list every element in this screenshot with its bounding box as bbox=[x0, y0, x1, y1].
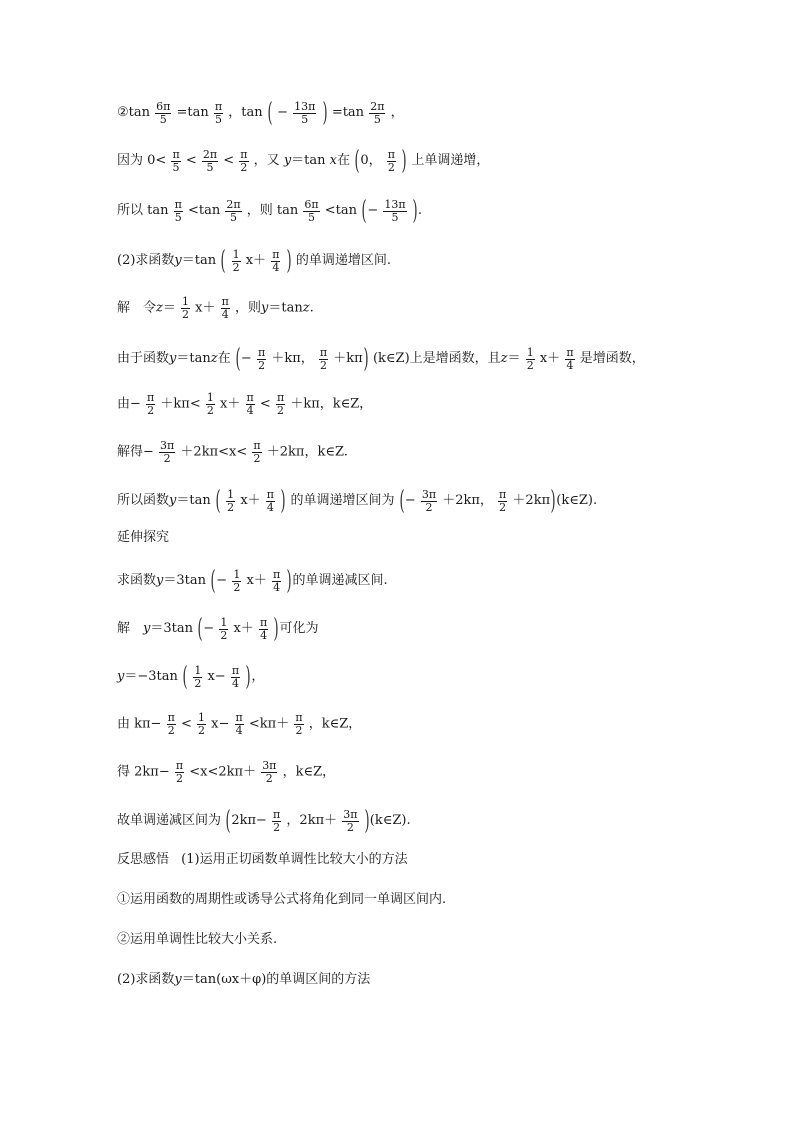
line-15 bbox=[117, 760, 335, 785]
math-text: ＝tan bbox=[268, 300, 303, 316]
text: ，tan bbox=[228, 105, 263, 120]
paren: ( bbox=[220, 246, 226, 276]
fraction bbox=[257, 347, 266, 372]
math-text: ＋kπ bbox=[333, 351, 363, 366]
line-4 bbox=[117, 248, 391, 274]
math-text: 2π bbox=[202, 147, 218, 161]
math-text: − bbox=[367, 203, 379, 218]
math-text: ＝3tan bbox=[163, 573, 206, 588]
math-text: 求函数 bbox=[117, 573, 157, 588]
math-text: π bbox=[253, 439, 261, 452]
math-text: 4 bbox=[566, 358, 574, 372]
fraction bbox=[239, 149, 248, 174]
math-text: π bbox=[259, 615, 268, 629]
fraction bbox=[261, 760, 277, 785]
math-text: 5 bbox=[155, 113, 171, 126]
math-text: y bbox=[117, 669, 125, 684]
math-text: 所以 tan bbox=[117, 203, 169, 218]
math-text: (1)运用正切函数单调性比较大小的方法 bbox=[181, 852, 408, 867]
math-text: − bbox=[203, 621, 215, 636]
paren: ) bbox=[412, 196, 418, 226]
fraction bbox=[181, 296, 190, 321]
math-text: 2 bbox=[206, 404, 214, 417]
fraction bbox=[159, 440, 175, 465]
fraction bbox=[303, 199, 319, 224]
math-text: π bbox=[272, 247, 280, 261]
math-text: 3π bbox=[343, 807, 358, 821]
fraction bbox=[319, 347, 328, 372]
math-text: 5 bbox=[225, 211, 241, 224]
math-text: 2 bbox=[232, 260, 240, 274]
fraction bbox=[383, 199, 406, 224]
fraction bbox=[146, 392, 155, 417]
math-text: 1 bbox=[198, 711, 206, 724]
line-18 bbox=[117, 892, 446, 909]
math-text: 由 kπ− bbox=[117, 716, 162, 732]
fraction bbox=[565, 347, 574, 372]
math-text: ②运用单调性比较大小关系. bbox=[117, 932, 278, 947]
fraction bbox=[221, 296, 230, 321]
math-text: π bbox=[566, 345, 574, 359]
math-text: π bbox=[147, 391, 155, 404]
math-text: 5 bbox=[174, 210, 182, 224]
math-text: 解 bbox=[117, 621, 144, 636]
math-text: 1 bbox=[220, 615, 228, 629]
math-text: 4 bbox=[272, 260, 280, 274]
math-text: 在 bbox=[217, 351, 231, 366]
math-text: ＋kπ，k∈Z， bbox=[290, 396, 373, 412]
math-text: 4 bbox=[273, 580, 281, 594]
math-text: ＋2kπ bbox=[512, 493, 551, 508]
math-text: ，又 bbox=[253, 153, 280, 168]
math-text: 的单调递减区间. bbox=[292, 573, 388, 588]
fraction bbox=[232, 249, 241, 274]
math-text: 由− bbox=[117, 396, 141, 412]
math-text: x＋ bbox=[220, 396, 241, 412]
math-text: ＝−3tan bbox=[124, 669, 178, 684]
math-text: 5 bbox=[172, 160, 180, 174]
fraction bbox=[498, 489, 507, 514]
line-11 bbox=[117, 568, 388, 594]
math-text: 的单调递增区间. bbox=[295, 253, 392, 268]
math-text: ＝tan bbox=[176, 493, 211, 508]
math-text: π bbox=[295, 711, 303, 724]
math-text: . bbox=[309, 300, 314, 316]
fraction bbox=[294, 712, 303, 737]
math-text: z bbox=[302, 300, 310, 316]
math-text: 6π bbox=[156, 99, 171, 113]
math-text: π bbox=[175, 759, 184, 772]
math-text: 解 令 bbox=[117, 300, 157, 316]
line-16 bbox=[117, 808, 411, 834]
paren: ) bbox=[401, 146, 407, 176]
math-text: 2kπ− bbox=[231, 813, 267, 828]
math-text: x＋ bbox=[195, 300, 216, 316]
text: ②tan bbox=[117, 105, 151, 120]
math-text: 13π bbox=[294, 99, 316, 113]
math-text: y bbox=[174, 972, 182, 987]
fraction bbox=[252, 440, 261, 465]
paren: ) bbox=[245, 662, 251, 692]
math-text: 3π bbox=[160, 439, 175, 452]
math-text: 4 bbox=[260, 628, 268, 642]
math-text: 5 bbox=[215, 112, 223, 126]
fraction bbox=[387, 149, 396, 174]
fraction bbox=[232, 569, 241, 594]
paren: ( bbox=[182, 662, 188, 692]
math-text: − bbox=[240, 351, 252, 366]
math-text: x bbox=[329, 153, 338, 168]
line-12 bbox=[117, 616, 319, 642]
math-text: <kπ＋ bbox=[248, 716, 290, 732]
math-text: < bbox=[180, 716, 192, 732]
math-text: 的单调递增区间为 bbox=[290, 493, 395, 508]
math-text: y bbox=[261, 300, 269, 316]
paren: ( bbox=[354, 146, 360, 176]
math-text: z bbox=[210, 351, 218, 366]
math-text: 3π bbox=[421, 487, 437, 501]
line-3 bbox=[117, 198, 422, 224]
math-text: . bbox=[417, 203, 423, 218]
fraction bbox=[421, 489, 437, 514]
fraction bbox=[369, 101, 385, 126]
math-text: 2 bbox=[220, 628, 228, 642]
math-text: 0， bbox=[360, 153, 382, 168]
fraction bbox=[225, 199, 241, 224]
math-text: 2 bbox=[320, 358, 327, 372]
paren: ( bbox=[225, 806, 231, 836]
math-text: 得 2kπ− bbox=[117, 764, 170, 780]
math-text: y bbox=[283, 153, 292, 168]
math-text: 4 bbox=[246, 404, 254, 417]
paren: ) bbox=[363, 344, 369, 374]
fraction bbox=[272, 809, 281, 834]
math-text: π bbox=[231, 663, 240, 677]
line-19 bbox=[117, 932, 277, 949]
math-text: ，k∈Z， bbox=[282, 764, 336, 780]
math-text: 2 bbox=[227, 500, 235, 514]
line-8 bbox=[117, 440, 348, 465]
right-paren: ) bbox=[322, 98, 328, 128]
line-6 bbox=[117, 346, 645, 372]
math-text: (2)求函数 bbox=[117, 253, 175, 268]
line-7 bbox=[117, 392, 372, 417]
math-text: x＋ bbox=[240, 493, 261, 508]
math-text: ＝ bbox=[507, 351, 521, 366]
math-text: 2 bbox=[233, 580, 241, 594]
math-text: ＝tan(ωx＋φ)的单调区间的方法 bbox=[181, 972, 371, 987]
paren: ( bbox=[215, 486, 221, 516]
math-text: ＝tan bbox=[181, 253, 217, 268]
math-text: < bbox=[259, 396, 271, 412]
math-text: 2 bbox=[499, 500, 507, 514]
fraction bbox=[214, 101, 223, 126]
math-text: y bbox=[169, 351, 177, 366]
fraction bbox=[231, 665, 240, 690]
math-text: 2 bbox=[253, 452, 261, 465]
fraction bbox=[259, 617, 268, 642]
math-text: ＝tan bbox=[291, 153, 326, 168]
math-text: 2 bbox=[342, 821, 358, 834]
math-text: (k∈Z). bbox=[369, 813, 411, 828]
line-5 bbox=[117, 296, 314, 321]
line-13 bbox=[117, 664, 264, 690]
fraction bbox=[155, 101, 171, 126]
math-text: 2 bbox=[240, 160, 248, 174]
left-paren: ( bbox=[267, 98, 273, 128]
math-text: ＋2kπ，k∈Z. bbox=[266, 444, 348, 460]
math-text: π bbox=[167, 711, 175, 724]
math-text: 由于函数 bbox=[117, 351, 170, 366]
math-text: π bbox=[235, 711, 243, 724]
line-2 bbox=[117, 148, 489, 174]
math-text: ，则 tan bbox=[246, 203, 299, 218]
math-text: 5 bbox=[303, 211, 319, 224]
fraction bbox=[206, 392, 215, 417]
math-text: < bbox=[223, 153, 235, 168]
math-text: 2 bbox=[526, 358, 534, 372]
math-text: 1 bbox=[182, 295, 190, 308]
fraction bbox=[526, 347, 535, 372]
math-text: (k∈Z). bbox=[556, 493, 598, 508]
math-text: 1 bbox=[233, 567, 241, 581]
math-text: < bbox=[185, 153, 197, 168]
math-text: ＋2kπ<x< bbox=[180, 444, 248, 460]
math-text: π bbox=[272, 567, 281, 581]
math-text: π bbox=[276, 391, 285, 404]
line-14 bbox=[117, 712, 361, 737]
math-text: (k∈Z)上是增函数，且 bbox=[372, 351, 501, 366]
paren: ( bbox=[235, 344, 241, 374]
paren: ) bbox=[286, 566, 292, 596]
math-text: π bbox=[221, 295, 229, 308]
math-text: x− bbox=[211, 716, 230, 732]
math-text: y bbox=[174, 253, 182, 268]
fraction bbox=[272, 569, 281, 594]
math-text: <tan bbox=[188, 203, 221, 218]
math-text: 2 bbox=[295, 724, 303, 737]
text: 因为 0< bbox=[117, 153, 167, 168]
math-text: 2 bbox=[194, 676, 202, 690]
math-text: 1 bbox=[227, 487, 235, 501]
paren: ) bbox=[550, 486, 556, 516]
math-text: y bbox=[143, 621, 151, 636]
math-text: ＝3tan bbox=[150, 621, 193, 636]
fraction bbox=[171, 149, 180, 174]
math-text: 在 bbox=[337, 153, 351, 168]
math-text: 延伸探究 bbox=[117, 530, 170, 545]
math-text: 2 bbox=[198, 724, 206, 737]
math-text: 解得− bbox=[117, 444, 154, 460]
fraction bbox=[193, 665, 202, 690]
math-text: 是增函数， bbox=[579, 351, 645, 366]
math-text: y bbox=[156, 573, 164, 588]
fraction bbox=[266, 489, 275, 514]
math-text: z bbox=[500, 351, 508, 366]
paren: ( bbox=[399, 486, 405, 516]
math-text: π bbox=[273, 807, 281, 821]
math-text: y bbox=[169, 493, 177, 508]
math-text: 2 bbox=[421, 501, 437, 514]
math-text: (2)求函数 bbox=[117, 972, 175, 987]
math-text: 5 bbox=[383, 211, 406, 224]
math-text: ， bbox=[251, 669, 265, 684]
math-text: 1 bbox=[526, 345, 534, 359]
math-text: ＋2kπ， bbox=[442, 493, 493, 508]
paren: ( bbox=[197, 614, 203, 644]
math-text: π bbox=[499, 487, 507, 501]
math-text: 2 bbox=[387, 160, 395, 174]
math-text: ，则 bbox=[235, 300, 262, 316]
math-text: z bbox=[156, 300, 163, 316]
math-text: 4 bbox=[221, 308, 229, 321]
fraction bbox=[246, 392, 255, 417]
reflection-label: 反思感悟 bbox=[117, 852, 170, 867]
math-text: 3π bbox=[262, 759, 277, 772]
math-text: π bbox=[319, 345, 328, 359]
fraction bbox=[197, 712, 206, 737]
fraction bbox=[293, 101, 316, 126]
math-text: π bbox=[246, 391, 254, 404]
line-1: ②tan $\frac{6\pi}{5}$ =tan $\frac{\pi}{5}$ ，tan ( − $\frac{13\pi}{5}$ ) =tan $\frac{2\pi}{5}$ ， bbox=[117, 98, 404, 128]
math-text: 2 bbox=[273, 820, 281, 834]
math-text: 2 bbox=[182, 308, 190, 321]
math-text: π bbox=[257, 345, 266, 359]
math-text: 1 bbox=[194, 663, 202, 677]
math-text: 4 bbox=[231, 676, 239, 690]
math-text: 可化为 bbox=[279, 621, 319, 636]
math-text: 上单调递增， bbox=[411, 153, 490, 168]
math-text: 2 bbox=[159, 452, 175, 465]
text: =tan bbox=[176, 105, 209, 120]
math-text: ＋kπ< bbox=[160, 396, 201, 412]
math-text: x＋ bbox=[245, 253, 267, 268]
math-text: 4 bbox=[235, 724, 243, 737]
math-text: 所以函数 bbox=[117, 493, 170, 508]
line-20 bbox=[117, 972, 370, 989]
fraction bbox=[226, 489, 235, 514]
fraction bbox=[175, 760, 184, 785]
math-text: 5 bbox=[202, 161, 218, 174]
math-text: 2 bbox=[147, 404, 155, 417]
math-text: x＋ bbox=[246, 573, 267, 588]
math-text: π bbox=[174, 197, 182, 211]
math-text: x− bbox=[207, 669, 226, 684]
math-text: 5 bbox=[369, 113, 385, 126]
fraction bbox=[202, 149, 218, 174]
math-text: 13π bbox=[384, 197, 406, 211]
math-text: 2 bbox=[167, 724, 175, 737]
paren: ) bbox=[280, 486, 286, 516]
math-text: 2 bbox=[175, 772, 183, 785]
math-text: 1 bbox=[232, 247, 240, 261]
text: =tan bbox=[331, 105, 365, 120]
paren: ) bbox=[286, 246, 292, 276]
fraction bbox=[167, 712, 176, 737]
math-text: ，k∈Z， bbox=[308, 716, 362, 732]
fraction bbox=[219, 617, 228, 642]
line-9 bbox=[117, 488, 597, 514]
text: ， bbox=[390, 105, 404, 120]
paren: ) bbox=[273, 614, 279, 644]
math-text: ＋kπ， bbox=[271, 351, 314, 366]
math-text: 2 bbox=[277, 404, 285, 417]
fraction bbox=[174, 199, 183, 224]
math-text: − bbox=[404, 493, 416, 508]
fraction bbox=[235, 712, 244, 737]
math-text: π bbox=[387, 147, 395, 161]
paren: ( bbox=[361, 196, 367, 226]
math-text: 2π bbox=[226, 197, 241, 211]
paren: ) bbox=[364, 806, 370, 836]
math-text: − bbox=[216, 573, 228, 588]
math-text: <tan bbox=[324, 203, 358, 218]
fraction bbox=[271, 249, 280, 274]
math-text: 2 bbox=[258, 358, 266, 372]
math-text: ＝tan bbox=[176, 351, 211, 366]
math-text: π bbox=[172, 147, 180, 161]
math-text: x＋ bbox=[539, 351, 561, 366]
math-text: π bbox=[266, 487, 275, 501]
fraction bbox=[342, 809, 358, 834]
math-text: 5 bbox=[293, 113, 316, 126]
section-heading bbox=[117, 530, 169, 547]
math-text: ①运用函数的周期性或诱导公式将角化到同一单调区间内. bbox=[117, 892, 447, 907]
math-text: x＋ bbox=[233, 621, 254, 636]
math-text: π bbox=[240, 147, 248, 161]
math-text: 2 bbox=[261, 772, 277, 785]
math-text: 故单调递减区间为 bbox=[117, 813, 222, 828]
math-text: 1 bbox=[206, 391, 214, 404]
line-17 bbox=[117, 852, 408, 869]
math-text: π bbox=[214, 99, 223, 113]
paren: ( bbox=[210, 566, 216, 596]
fraction bbox=[276, 392, 285, 417]
math-text: 4 bbox=[266, 500, 274, 514]
math-text: ＝ bbox=[162, 300, 176, 316]
math-text: <x<2kπ＋ bbox=[189, 764, 257, 780]
math-text: 6π bbox=[304, 197, 319, 211]
math-text: ，2kπ＋ bbox=[286, 813, 338, 828]
math-text: 2π bbox=[370, 99, 385, 113]
